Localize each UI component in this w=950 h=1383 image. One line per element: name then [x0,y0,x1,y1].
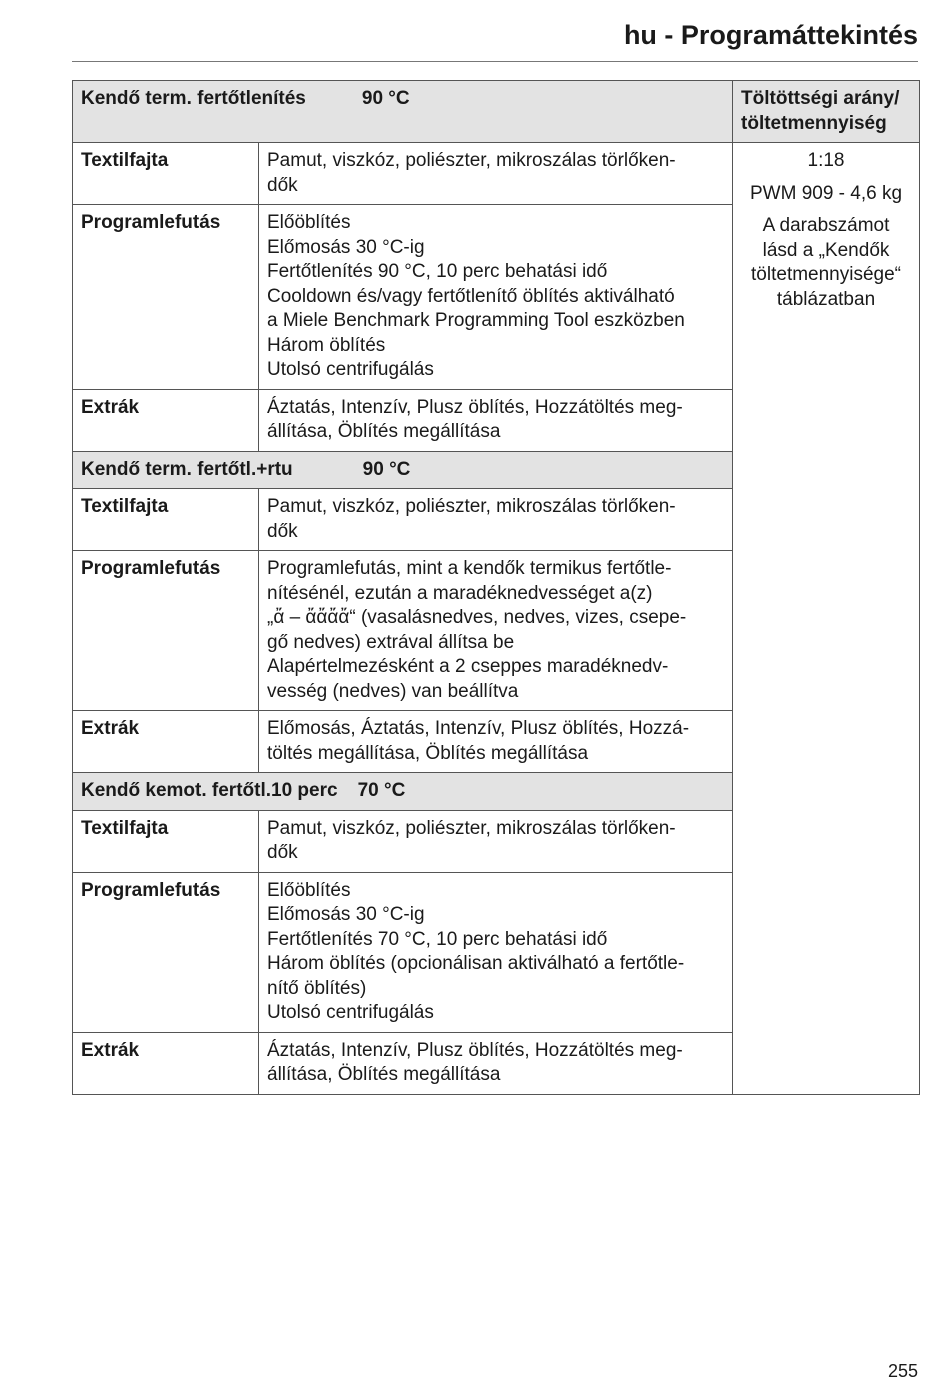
text-line: állítása, Öblítés megállítása [267,421,501,442]
text-line: Fertőtlenítés 90 °C, 10 perc behatási idő [267,261,608,282]
textile-label: Textilfajta [73,810,259,872]
extras-label: Extrák [73,1032,259,1094]
load-info-cell [733,143,920,1095]
text-line: dők [267,520,298,542]
text-line: Áztatás, Intenzív, Plusz öblítés, Hozzátöltés meg- [267,396,683,418]
textile-label: Textilfajta [73,143,259,205]
program-name: Kendő kemot. fertőtl.10 perc [81,780,338,801]
model-capacity: PWM 909 - 4,6 kg [749,182,903,204]
text-line: gő nedves) extrával állítsa be [267,631,515,653]
text-line: Alapértelmezésként a 2 cseppes maradéknedv- [267,656,669,677]
page-title: hu - Programáttekintés [623,20,918,50]
sequence-value [259,551,733,711]
load-note-line: táblázatban [776,288,876,310]
text-line: töltés megállítása, Öblítés megállítása [267,742,589,764]
textile-value [259,143,733,205]
text-line: Cooldown és/vagy fertőtlenítő öblítés aktiválható [267,285,675,307]
text-line: Fertőtlenítés 70 °C, 10 perc behatási idő [267,928,608,950]
text-line: Áztatás, Intenzív, Plusz öblítés, Hozzátöltés meg- [267,1039,683,1061]
text-line: Előmosás 30 °C-ig [267,236,425,258]
load-note-line: töltetmennyisége“ [751,264,901,285]
text-line: Három öblítés (opcionálisan aktiválható a fertőtle- [267,953,685,974]
extras-value [259,711,733,773]
program-title [73,773,733,811]
load-header-line: töltetmennyiség [741,112,887,134]
load-column-header [733,81,920,143]
extras-label: Extrák [73,389,259,451]
sequence-label: Programlefutás [73,205,259,390]
text-line: Előöblítés [267,879,351,901]
text-line: Pamut, viszkóz, poliészter, mikroszálas törlőken- [267,496,676,517]
program-title [73,81,733,143]
header-divider [72,61,918,62]
text-line: dők [267,174,298,196]
sequence-label: Programlefutás [73,872,259,1032]
program-title [73,451,733,489]
program-header-row [73,81,920,143]
text-line: Programlefutás, mint a kendők termikus fertőtle- [267,558,672,579]
program-overview-table [72,80,920,1095]
extras-value [259,389,733,451]
text-line: Pamut, viszkóz, poliészter, mikroszálas törlőken- [267,150,676,171]
program-temperature: 90 °C [362,458,411,480]
text-line: vesség (nedves) van beállítva [267,680,519,702]
textile-value [259,489,733,551]
load-note-line: A darabszámot [762,215,890,236]
text-line: Utolsó centrifugálás [267,359,434,380]
program-name: Kendő term. fertőtl.+rtu [81,458,293,480]
text-line: Utolsó centrifugálás [267,1002,434,1023]
extras-value [259,1032,733,1094]
textile-label: Textilfajta [73,489,259,551]
extras-label: Extrák [73,711,259,773]
load-ratio: 1:18 [807,150,845,171]
text-line: Előmosás, Áztatás, Intenzív, Plusz öblítés, Hozzá- [267,718,690,739]
sequence-value [259,205,733,390]
textile-value [259,810,733,872]
text-line: Három öblítés [267,334,386,356]
text-line: a Miele Benchmark Programming Tool eszközben [267,310,685,331]
text-line: Pamut, viszkóz, poliészter, mikroszálas törlőken- [267,817,676,839]
program-temperature: 70 °C [357,780,406,801]
text-line: Előöblítés [267,212,351,233]
page-number: 255 [887,1361,918,1381]
program-temperature: 90 °C [361,88,410,109]
load-note-line: lásd a „Kendők [762,239,890,261]
sequence-label: Programlefutás [73,551,259,711]
textile-row [73,143,920,205]
program-name: Kendő term. fertőtlenítés [81,88,306,109]
text-line: Előmosás 30 °C-ig [267,904,425,925]
text-line: dők [267,842,298,863]
text-line: „ἄ – ἄἄἄἄ“ (vasalásnedves, nedves, vizes, csepe- [267,607,687,628]
text-line: állítása, Öblítés megállítása [267,1064,501,1085]
text-line: nítésénél, ezután a maradéknedvességet a(z) [267,582,653,604]
text-line: nítő öblítés) [267,977,367,999]
sequence-value [259,872,733,1032]
load-header-line: Töltöttségi arány/ [741,88,900,109]
